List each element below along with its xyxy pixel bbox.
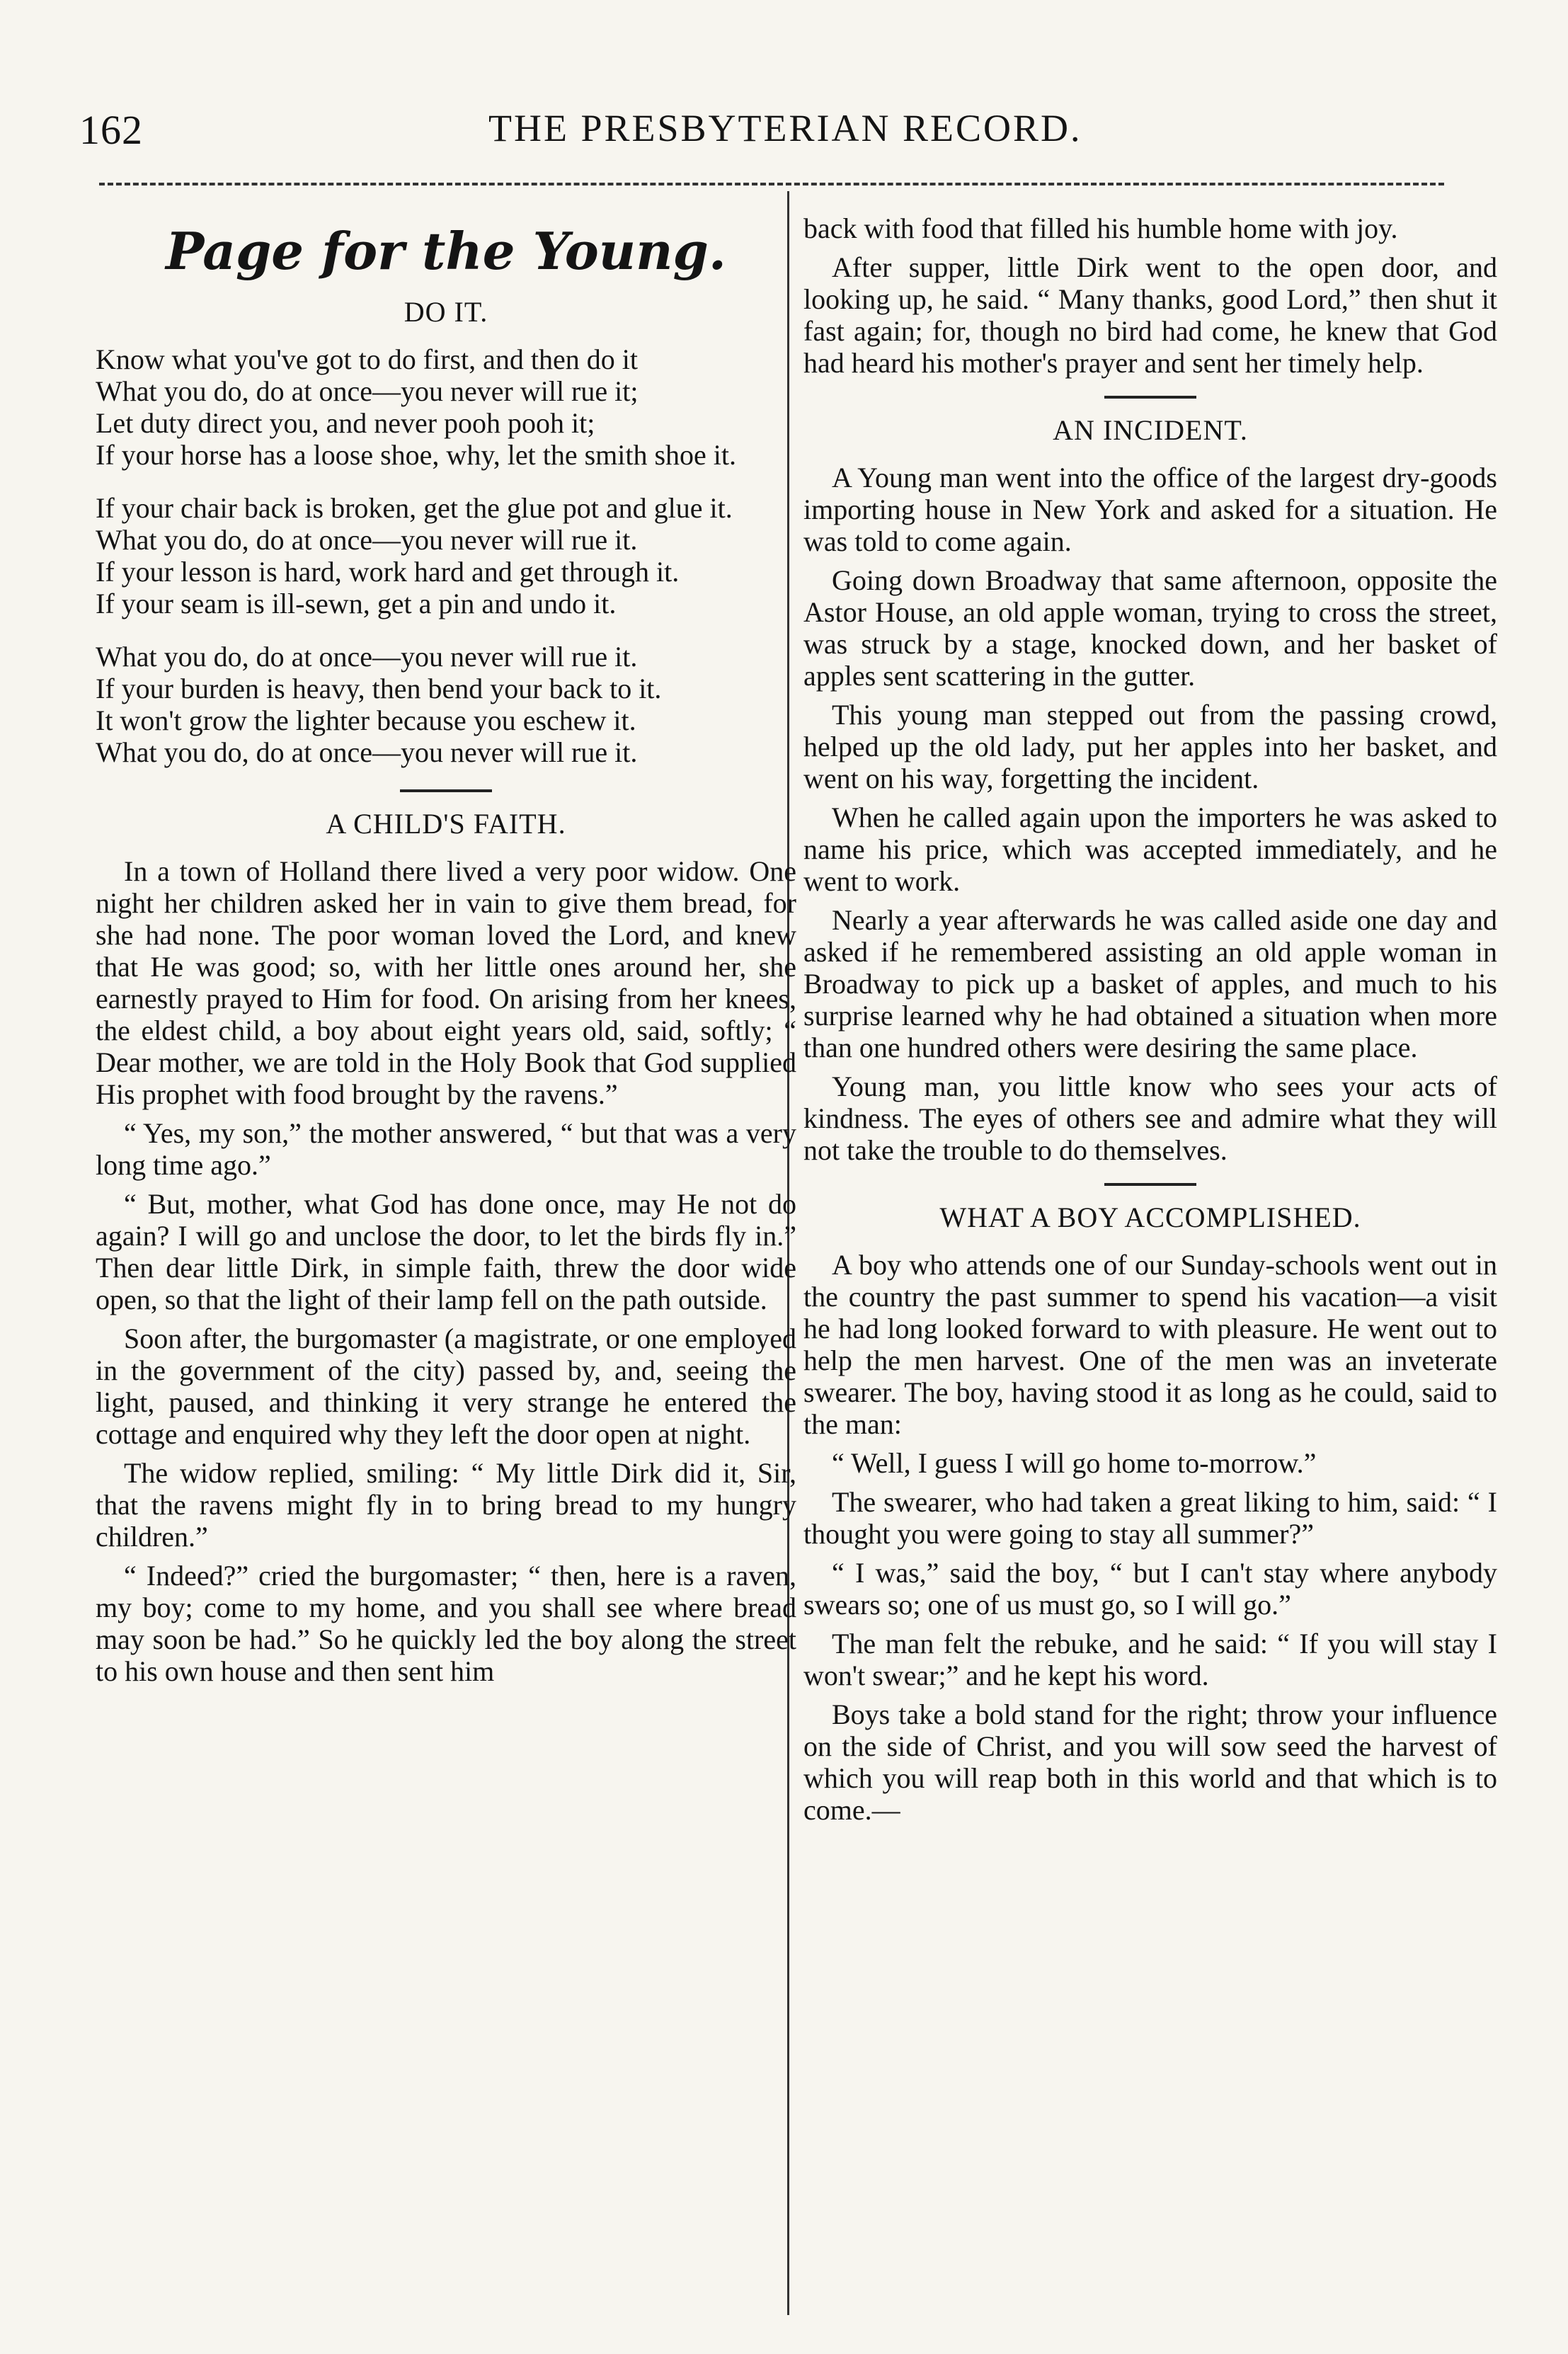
poem-line: Let duty direct you, and never pooh pooh it; [96, 407, 595, 439]
boy-story-paragraph: The man felt the rebuke, and he said: “ If you will stay I won't swear;” and he kept his word. [803, 1628, 1497, 1691]
poem-stanza [96, 641, 796, 768]
boy-story-paragraph: “ I was,” said the boy, “ but I can't stay where anybody swears so; one of us must go, so I will go.” [803, 1557, 1497, 1621]
incident-title: AN INCIDENT. [1053, 414, 1248, 446]
poem-stanza [96, 343, 796, 471]
story-paragraph: After supper, little Dirk went to the open door, and looking up, he said. “ Many thanks, good Lord,” then shut it fast again; for, though no bird had come, he knew that God had heard his mother's prayer and sent her timely help. [803, 251, 1497, 379]
poem-line: What you do, do at once—you never will rue it. [96, 641, 638, 673]
story-paragraph: In a town of Holland there lived a very poor widow. One night her children asked her in vain to give them bread, for she had none. The poor woman loved the Lord, and knew that He was good; so, with her little ones around her, she earnestly prayed to Him for food. On arising from her knees, the eldest child, a boy about eight years old, said, softly; “ Dear mother, we are told in the Holy Book that God supplied His prophet with food brought by the ravens.” [96, 855, 796, 1110]
poem-line: Know what you've got to do first, and then do it [96, 343, 638, 375]
right-column [803, 212, 1497, 1833]
boy-story-title: WHAT A BOY ACCOMPLISHED. [939, 1201, 1361, 1233]
story-paragraph: “ But, mother, what God has done once, may He not do again? I will go and unclose the door, to let the birds fly in.” Then dear little Dirk, in simple faith, threw the door wide open, so that the light of their lamp fell on the path outside. [96, 1188, 796, 1315]
incident-paragraph: This young man stepped out from the passing crowd, helped up the old lady, put her apples into her basket, and went on his way, forgetting the incident. [803, 699, 1497, 794]
page-number: 162 [79, 107, 143, 153]
poem-line: What you do, do at once—you never will rue it. [96, 736, 638, 768]
boy-story-paragraph: A boy who attends one of our Sunday-schools went out in the country the past summer to spend his vacation—a visit he had long looked forward to with pleasure. He went out to help the men harvest. One of the men was an inveterate swearer. The boy, having stood it as long as he could, said to the man: [803, 1249, 1497, 1440]
section-rule [1104, 1183, 1196, 1186]
incident-paragraph: Going down Broadway that same afternoon, opposite the Astor House, an old apple woman, trying to cross the street, was struck by a stage, knocked down, and her basket of apples sent scattering in the gutter. [803, 564, 1497, 692]
header-rule [99, 183, 1444, 185]
boy-story-paragraph: The swearer, who had taken a great liking to him, said: “ I thought you were going to stay all summer?” [803, 1486, 1497, 1550]
incident-paragraph: Young man, you little know who sees your acts of kindness. The eyes of others see and admire what they will not take the trouble to do themselves. [803, 1070, 1497, 1166]
poem-line: If your burden is heavy, then bend your back to it. [96, 673, 662, 704]
story-title: A CHILD'S FAITH. [326, 808, 566, 840]
running-title: THE PRESBYTERIAN RECORD. [488, 107, 1082, 149]
poem-title: DO IT. [404, 296, 488, 328]
story-paragraph: “ Yes, my son,” the mother answered, “ but that was a very long time ago.” [96, 1117, 796, 1181]
left-column [96, 212, 796, 1694]
poem-line: What you do, do at once—you never will rue it. [96, 524, 638, 556]
poem-line: If your chair back is broken, get the glue pot and glue it. [96, 492, 733, 524]
poem-line: What you do, do at once—you never will rue it; [96, 375, 639, 407]
poem-line: If your lesson is hard, work hard and get through it. [96, 556, 680, 588]
page-header [0, 106, 1568, 170]
story-paragraph: The widow replied, smiling: “ My little Dirk did it, Sir, that the ravens might fly in to bring bread to my hungry children.” [96, 1457, 796, 1553]
poem-line: If your seam is ill-sewn, get a pin and undo it. [96, 588, 617, 619]
department-title: Page for the Young. [166, 221, 726, 281]
poem-line: It won't grow the lighter because you eschew it. [96, 704, 636, 736]
incident-paragraph: Nearly a year afterwards he was called aside one day and asked if he remembered assisting an old apple woman in Broadway to pick up a basket of apples, and much to his surprise learned why he had obtained a situation when more than one hundred others were desiring the same place. [803, 904, 1497, 1063]
boy-story-paragraph: “ Well, I guess I will go home to-morrow.” [832, 1447, 1317, 1479]
incident-paragraph: A Young man went into the office of the largest dry-goods importing house in New York and asked for a situation. He was told to come again. [803, 462, 1497, 557]
story-paragraph: back with food that filled his humble home with joy. [803, 212, 1398, 244]
story-paragraph: Soon after, the burgomaster (a magistrate, or one employed in the government of the city) passed by, and, seeing the light, paused, and thinking it very strange he entered the cottage and enquired why they left the door open at night. [96, 1322, 796, 1450]
boy-story-paragraph: Boys take a bold stand for the right; throw your influence on the side of Christ, and you will sow seed the harvest of which you will reap both in this world and that which is to come.— [803, 1698, 1497, 1826]
story-paragraph: “ Indeed?” cried the burgomaster; “ then, here is a raven, my boy; come to my home, and you shall see where bread may soon be had.” So he quickly led the boy along the street to his own house and then sent him [96, 1560, 796, 1687]
incident-paragraph: When he called again upon the importers he was asked to name his price, which was accepted immediately, and he went to work. [803, 801, 1497, 897]
poem-stanza [96, 492, 796, 619]
section-rule [400, 789, 492, 792]
section-rule [1104, 396, 1196, 399]
poem-line: If your horse has a loose shoe, why, let the smith shoe it. [96, 439, 737, 471]
